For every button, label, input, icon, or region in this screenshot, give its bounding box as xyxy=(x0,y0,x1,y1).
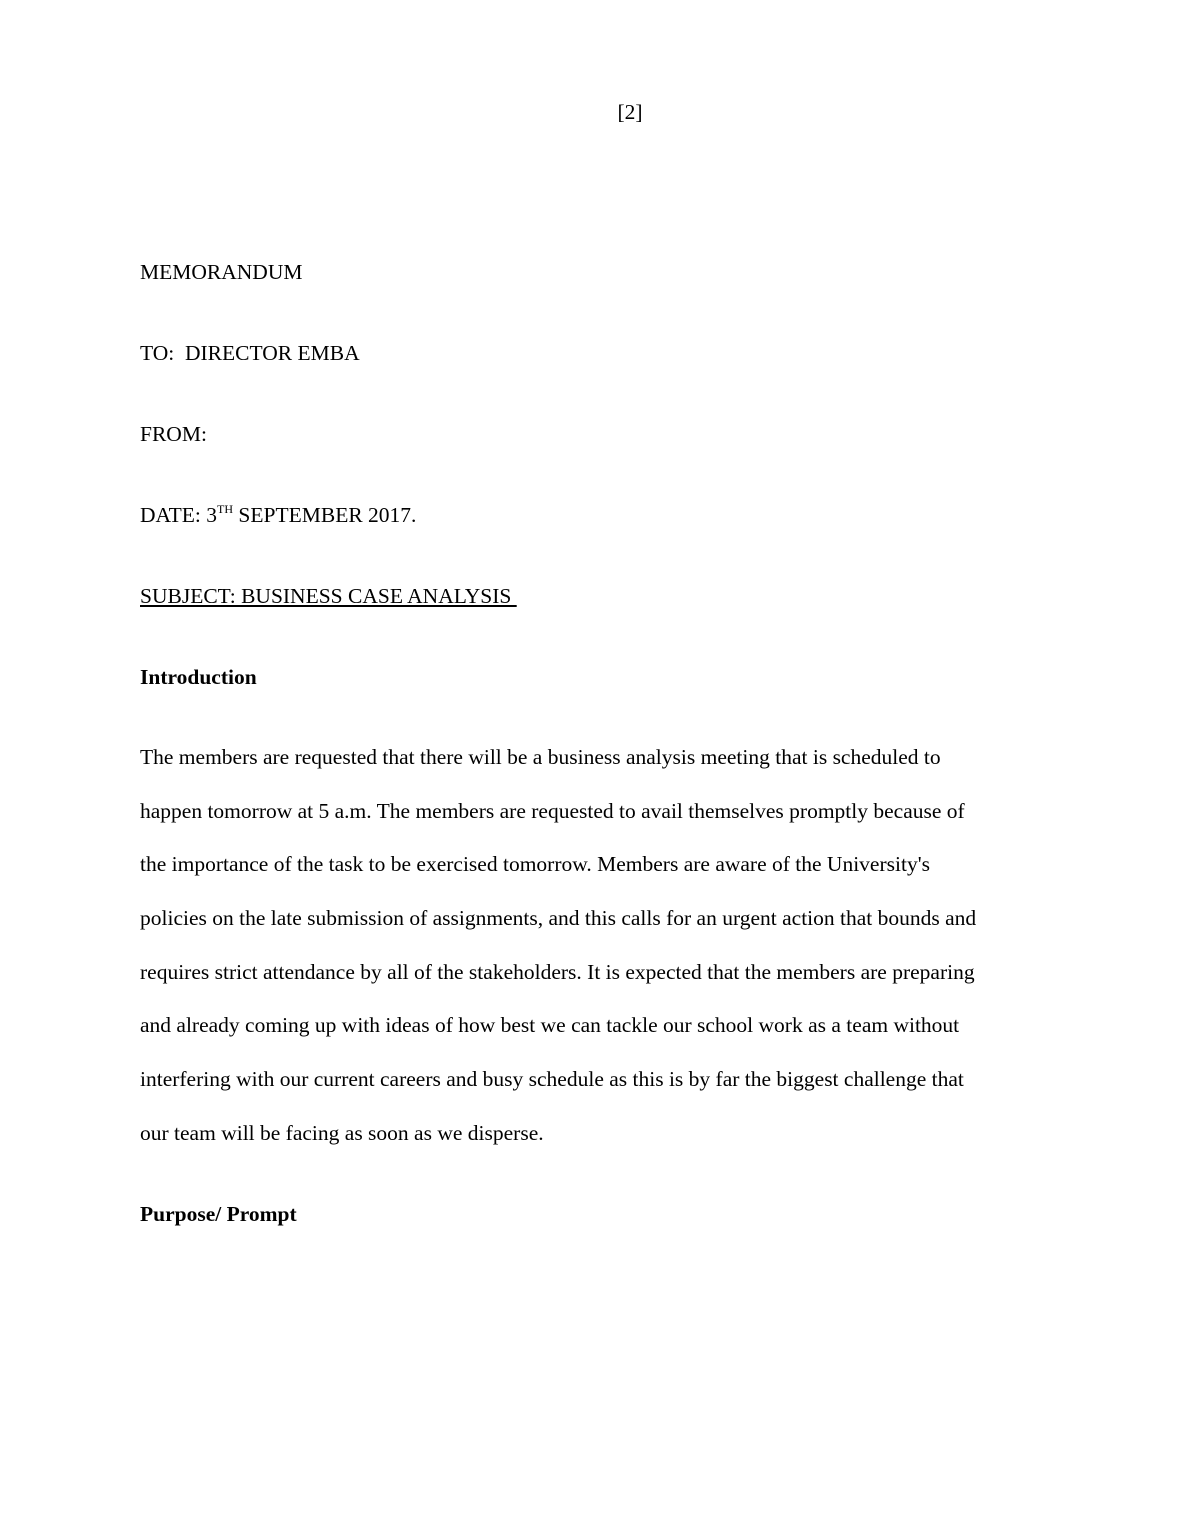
page-number: [2] xyxy=(617,100,643,124)
purpose-heading: Purpose/ Prompt xyxy=(140,1202,297,1226)
introduction-heading: Introduction xyxy=(140,665,257,689)
memo-date-suffix: SEPTEMBER 2017. xyxy=(233,503,417,527)
paragraph-line: requires strict attendance by all of the stakeholders. It is expected that the members are preparing xyxy=(140,959,975,984)
memo-date-superscript: TH xyxy=(217,502,234,516)
paragraph-line: policies on the late submission of assignments, and this calls for an urgent action that bounds and xyxy=(140,906,977,931)
memo-title: MEMORANDUM xyxy=(140,260,303,284)
memo-date xyxy=(140,501,416,529)
memo-from: FROM: xyxy=(140,422,207,446)
memo-to: TO: DIRECTOR EMBA xyxy=(140,341,360,365)
introduction-paragraph xyxy=(140,743,1060,1173)
paragraph-line: the importance of the task to be exercised tomorrow. Members are aware of the University's xyxy=(140,852,930,877)
paragraph-line: our team will be facing as soon as we disperse. xyxy=(140,1120,544,1145)
paragraph-line: interfering with our current careers and busy schedule as this is by far the biggest challenge that xyxy=(140,1067,964,1092)
paragraph-line: happen tomorrow at 5 a.m. The members are requested to avail themselves promptly because of xyxy=(140,798,965,823)
memo-subject: SUBJECT: BUSINESS CASE ANALYSIS xyxy=(140,584,517,608)
memo-date-prefix: DATE: 3 xyxy=(140,503,218,527)
paragraph-line: The members are requested that there will be a business analysis meeting that is scheduled to xyxy=(140,745,941,769)
paragraph-line: and already coming up with ideas of how best we can tackle our school work as a team without xyxy=(140,1013,960,1038)
